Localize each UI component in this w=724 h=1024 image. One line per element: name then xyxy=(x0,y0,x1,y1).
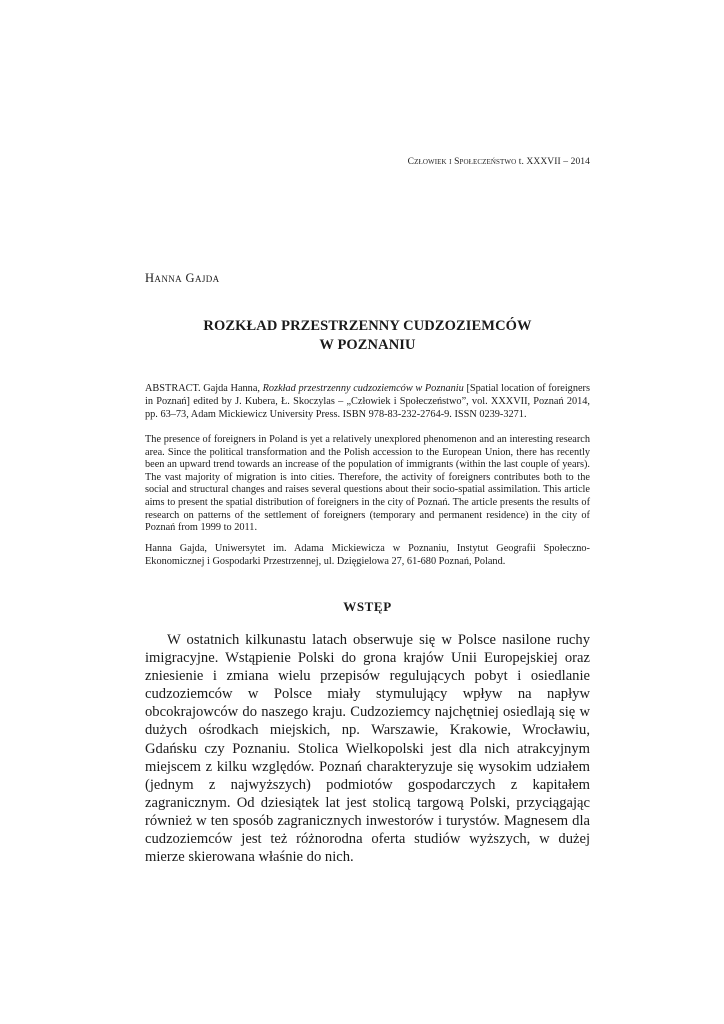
english-summary: The presence of foreigners in Poland is yet a relatively unexplored phenomenon and an interesting research area. Since the political transformation and the Polish accession to the European Union, there has recently been an upward trend towards an increase of the population of immigrants (within the last couple of years). The vast majority of migration is into cities. Therefore, the activity of foreigners contributes both to the social and structural changes and raises several questions about their socio-spatial assimilation. This article aims to present the spatial distribution of foreigners in the city of Poznań. The article presents the results of research on patterns of the settlement of foreigners (temporary and permanent residence) in the city of Poznań from 1999 to 2011. xyxy=(145,434,590,534)
journal-name: Człowiek i Społeczeństwo xyxy=(407,157,517,167)
abstract-lead: ABSTRACT. Gajda Hanna, xyxy=(145,383,263,394)
title-line-2: W POZNANIU xyxy=(319,337,416,353)
body-paragraph: W ostatnich kilkunastu latach obserwuje się w Polsce nasilone ruchy imigracyjne. Wstąpienie Polski do grona krajów Unii Europejskiej oraz zniesienie i zmiana wielu przepisów regulujących pobyt i osiedlanie cudzoziemców w Polsce miały stymulujący wpływ na napływ obcokrajowców do naszego kraju. Cudzoziemcy najchętniej osiedlają się w dużych ośrodkach miejskich, np. Warszawie, Krakowie, Wrocławiu, Gdańsku czy Poznaniu. Stolica Wielkopolski jest dla nich atrakcyjnym miejscem z kilku względów. Poznań charakteryzuje się wysokim udziałem (jednym z najwyższych) podmiotów gospodarczych z kapitałem zagranicznym. Od dziesiątek lat jest stolicą targową Polski, przyciągając również w ten sposób zagranicznych inwestorów i turystów. Magnesem dla cudzoziemców jest też różnorodna oferta studiów wyższych, w dużej mierze skierowana właśnie do nich. xyxy=(145,632,590,866)
abstract-details: [Spatial location of foreigners in Poznań] edited by J. Kubera, Ł. Skoczylas – „Człowiek i Społeczeństwo”, vol. XXXVII, Poznań 2014, pp. 63–73, Adam Mickiewicz University Press. ISBN 978-83-232-2764-9. ISSN 0239-3271. xyxy=(145,383,590,420)
author-name: Hanna Gajda xyxy=(145,271,220,285)
author-affiliation: Hanna Gajda, Uniwersytet im. Adama Mickiewicza w Poznaniu, Instytut Geografii Społeczno-Ekonomicznej i Gospodarki Przestrzennej, ul. Dzięgielowa 27, 61-680 Poznań, Poland. xyxy=(145,543,590,567)
journal-volume: t. XXXVII – 2014 xyxy=(516,157,590,167)
title-line-1: ROZKŁAD PRZESTRZENNY CUDZOZIEMCÓW xyxy=(203,318,532,334)
journal-running-header xyxy=(360,157,590,167)
abstract-citation xyxy=(145,383,590,421)
article-title xyxy=(145,317,590,355)
abstract-italic-title: Rozkład przestrzenny cudzoziemców w Poznaniu xyxy=(262,383,464,394)
section-heading: WSTĘP xyxy=(343,599,392,614)
